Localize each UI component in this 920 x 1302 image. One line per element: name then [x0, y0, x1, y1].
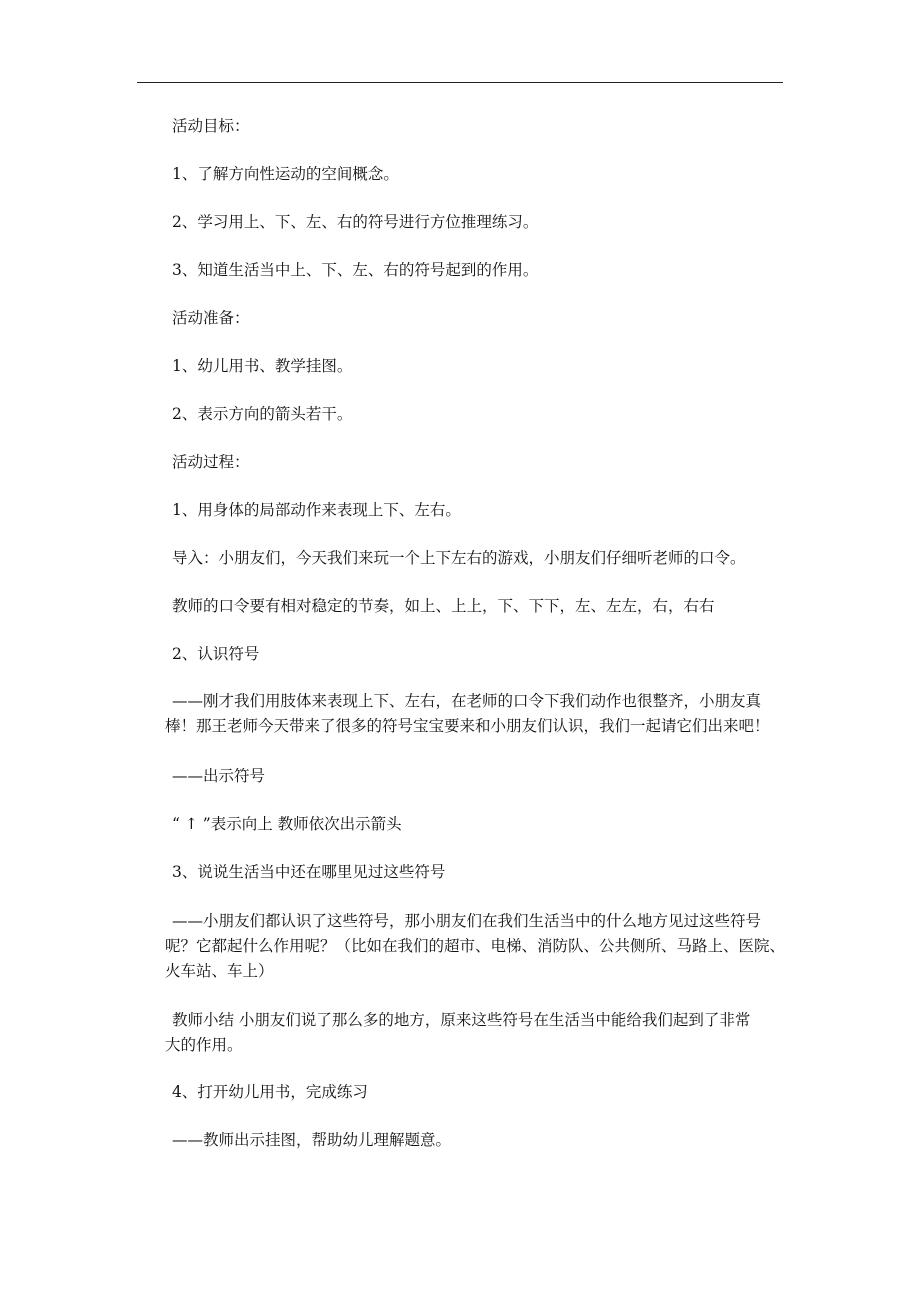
header-rule	[137, 82, 783, 83]
symbol-intro-paragraph	[165, 689, 790, 739]
goal-item-3: 3、知道生活当中上、下、左、右的符号起到的作用。	[172, 261, 539, 279]
process-step-4: 4、打开幼儿用书，完成练习	[172, 1083, 368, 1101]
show-chart-line: ——教师出示挂图，帮助幼儿理解题意。	[172, 1131, 452, 1149]
goal-item-2: 2、学习用上、下、左、右的符号进行方位推理练习。	[172, 213, 539, 231]
section-heading-preparation: 活动准备：	[172, 309, 250, 327]
preparation-item-1: 1、幼儿用书、教学挂图。	[172, 357, 353, 375]
section-heading-process: 活动过程：	[172, 453, 250, 471]
life-symbols-line-2: 呢？它都起什么作用呢？（比如在我们的超市、电梯、消防队、公共侧所、马路上、医院、	[165, 937, 786, 955]
process-step-3: 3、说说生活当中还在哪里见过这些符号	[172, 863, 446, 881]
life-symbols-paragraph	[165, 909, 790, 984]
life-symbols-line-1: ——小朋友们都认识了这些符号，那小朋友们在我们生活当中的什么地方见过这些符号	[172, 912, 762, 930]
life-symbols-line-3: 火车站、车上）	[165, 962, 274, 980]
symbol-intro-line-1: ——刚才我们用肢体来表现上下、左右，在老师的口令下我们动作也很整齐，小朋友真	[172, 692, 762, 710]
arrow-up-line: “ ↑ ”表示向上 教师依次出示箭头	[172, 815, 402, 833]
goal-item-1: 1、了解方向性运动的空间概念。	[172, 165, 399, 183]
show-symbol-line: ——出示符号	[172, 767, 266, 785]
teacher-summary-line-1: 教师小结 小朋友们说了那么多的地方，原来这些符号在生活当中能给我们起到了非常	[172, 1011, 751, 1029]
intro-paragraph: 导入：小朋友们，今天我们来玩一个上下左右的游戏，小朋友们仔细听老师的口令。	[172, 549, 746, 567]
process-step-1: 1、用身体的局部动作来表现上下、左右。	[172, 501, 461, 519]
section-heading-goals: 活动目标：	[172, 117, 250, 135]
teacher-summary-line-2: 大的作用。	[165, 1036, 243, 1054]
process-step-2: 2、认识符号	[172, 645, 260, 663]
teacher-command-paragraph: 教师的口令要有相对稳定的节奏，如上、上上，下、下下，左、左左，右，右右	[172, 597, 715, 615]
teacher-summary-paragraph	[165, 1008, 790, 1058]
symbol-intro-line-2: 棒！那王老师今天带来了很多的符号宝宝要来和小朋友们认识，我们一起请它们出来吧！	[165, 717, 770, 735]
preparation-item-2: 2、表示方向的箭头若干。	[172, 405, 353, 423]
